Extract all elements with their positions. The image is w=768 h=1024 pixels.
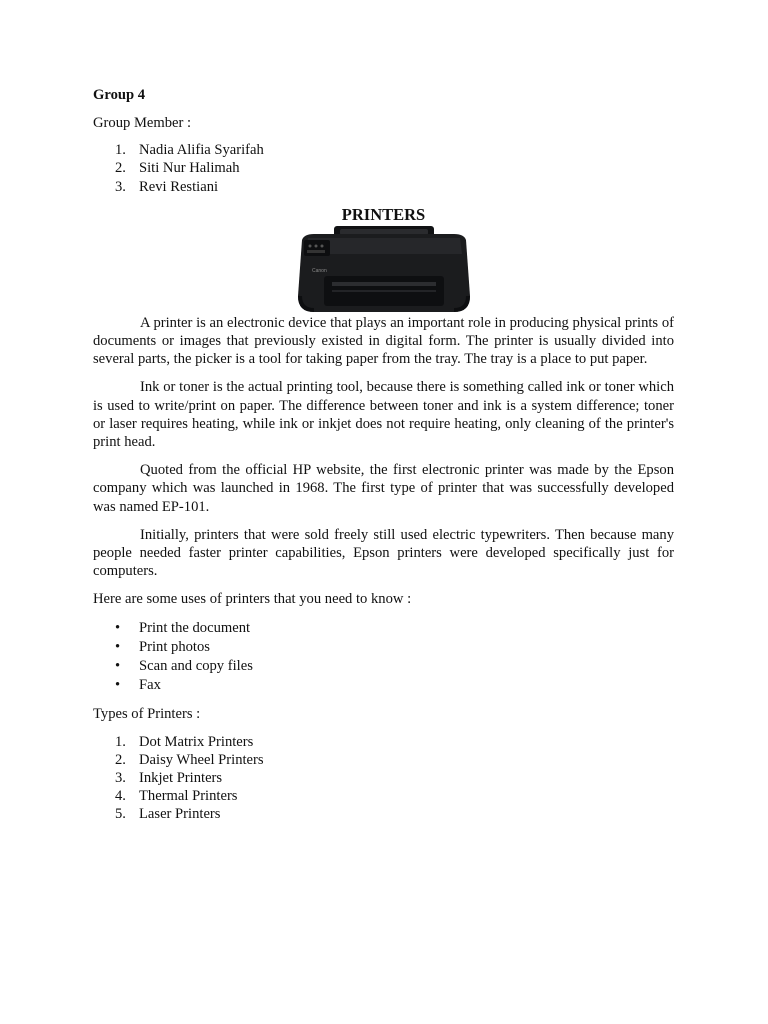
paragraph: Quoted from the official HP website, the first electronic printer was made by the Epson company which was launched in 1968. The first type of printer that was successfully developed was named EP-101. [93, 462, 674, 515]
list-number: 2. [115, 751, 126, 768]
list-item [93, 178, 674, 196]
list-item [93, 733, 674, 751]
bullet-icon: • [115, 677, 121, 694]
types-list [93, 733, 674, 824]
list-number: 3. [115, 769, 126, 786]
list-item [93, 638, 674, 657]
list-number: 2. [115, 160, 126, 177]
member-name: Siti Nur Halimah [139, 160, 240, 177]
list-item [93, 805, 674, 823]
type-name: Laser Printers [139, 806, 221, 823]
use-label: Print the document [139, 619, 251, 636]
type-name: Daisy Wheel Printers [139, 751, 264, 768]
document-page [93, 86, 674, 824]
paragraph: Initially, printers that were sold freely still used electric typewriters. Then because many people needed faster printer capabilities, Epson printers were developed specifically just for computers. [93, 526, 674, 580]
member-list [93, 141, 674, 196]
uses-intro: Here are some uses of printers that you need to know : [93, 591, 412, 608]
group-member-label: Group Member : [93, 115, 192, 131]
list-number: 1. [115, 733, 126, 750]
bullet-icon: • [115, 657, 121, 674]
printer-brand-text: Canon [312, 267, 327, 274]
bullet-icon: • [115, 638, 121, 655]
use-label: Print photos [139, 638, 210, 655]
list-number: 5. [115, 806, 126, 823]
list-number: 4. [115, 788, 126, 805]
member-name: Nadia Alifia Syarifah [139, 142, 264, 159]
type-name: Inkjet Printers [139, 769, 223, 786]
list-item [93, 787, 674, 805]
list-item [93, 751, 674, 769]
list-item [93, 769, 674, 787]
use-label: Fax [139, 677, 161, 694]
type-name: Thermal Printers [139, 788, 238, 805]
list-item [93, 141, 674, 159]
member-name: Revi Restiani [139, 178, 219, 195]
types-intro: Types of Printers : [93, 706, 201, 723]
list-item [93, 159, 674, 177]
printer-image [93, 226, 674, 314]
use-label: Scan and copy files [139, 657, 253, 674]
list-item [93, 676, 674, 695]
printer-icon [294, 226, 474, 314]
paragraph: A printer is an electronic device that plays an important role in producing physical prints of documents or images that previously existed in digital form. The printer is usually divided into several parts, the picker is a tool for taking paper from the tray. The tray is a place to put paper. [93, 314, 674, 368]
bullet-icon: • [115, 619, 121, 636]
list-item [93, 619, 674, 638]
type-name: Dot Matrix Printers [139, 733, 254, 750]
uses-list [93, 619, 674, 696]
paragraph: Ink or toner is the actual printing tool, because there is something called ink or toner which is used to write/print on paper. The difference between toner and ink is a system difference; toner or laser requires heating, while ink or inkjet does not require heating, only cleaning of the printer's print head. [93, 379, 674, 450]
document-title: PRINTERS [341, 204, 426, 224]
group-title: Group 4 [93, 87, 146, 103]
list-item [93, 657, 674, 676]
list-number: 3. [115, 178, 126, 195]
list-number: 1. [115, 142, 126, 159]
